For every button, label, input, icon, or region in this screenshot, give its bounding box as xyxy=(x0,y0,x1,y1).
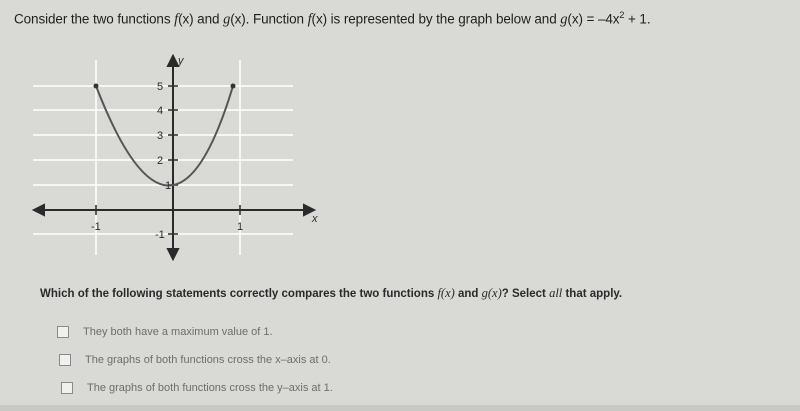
y-tick-label-1: 1 xyxy=(165,180,172,192)
x-tick-label-1: 1 xyxy=(237,221,244,233)
bottom-cutoff-strip xyxy=(0,405,800,411)
question-and: and xyxy=(193,11,224,27)
x-tick-label-m1: -1 xyxy=(91,221,101,233)
prompt-text-3: that apply. xyxy=(562,288,623,300)
y-tick-label-m1: -1 xyxy=(155,229,165,241)
option-2[interactable] xyxy=(59,346,333,374)
option-3-label: The graphs of both functions cross the y–axis at 1. xyxy=(87,382,333,394)
x-axis-left-arrow xyxy=(34,205,44,215)
question-tail: + 1. xyxy=(624,11,651,27)
x-axis-label: x xyxy=(312,213,318,225)
prompt-text-1: Which of the following statements correctly compares the two functions xyxy=(40,288,438,300)
curve-endpoint-right xyxy=(231,84,236,89)
option-1-checkbox[interactable] xyxy=(57,326,69,338)
question-gx-def: (x) = –4x xyxy=(567,11,620,27)
prompt-gx: g(x) xyxy=(481,286,502,300)
answer-options xyxy=(57,318,333,402)
question-g2: g xyxy=(560,11,568,28)
question-rest: is represented by the graph below and xyxy=(327,11,561,27)
question-gx-arg: (x) xyxy=(230,11,246,27)
y-tick-label-5: 5 xyxy=(157,81,164,93)
prompt-fx: f(x) xyxy=(437,286,455,300)
option-3-checkbox[interactable] xyxy=(61,382,73,394)
y-axis-up-arrow xyxy=(168,56,178,66)
question-f2: f xyxy=(307,11,312,28)
question-fx-arg2: (x) xyxy=(311,11,327,27)
option-1-label: They both have a maximum value of 1. xyxy=(83,326,273,338)
select-prompt xyxy=(40,286,780,301)
option-1[interactable] xyxy=(57,318,333,346)
y-axis-down-arrow xyxy=(168,249,178,259)
prompt-all: all xyxy=(549,286,563,300)
option-2-label: The graphs of both functions cross the x–axis at 0. xyxy=(85,354,331,366)
curve-endpoint-left xyxy=(94,84,99,89)
question-text xyxy=(14,10,784,29)
y-axis-label: y xyxy=(178,55,184,67)
question-f: f xyxy=(174,11,179,28)
graph-svg xyxy=(28,50,328,265)
question-fx-arg: (x) xyxy=(178,11,194,27)
question-intro: Consider the two functions xyxy=(14,11,175,27)
question-g: g xyxy=(223,11,231,28)
prompt-text-2: ? Select xyxy=(501,288,550,300)
prompt-and: and xyxy=(454,288,482,300)
y-tick-label-3: 3 xyxy=(157,130,164,142)
question-mid: . Function xyxy=(245,11,308,27)
option-3[interactable] xyxy=(61,374,333,402)
y-tick-label-4: 4 xyxy=(157,105,164,117)
function-graph xyxy=(28,50,328,265)
option-2-checkbox[interactable] xyxy=(59,354,71,366)
question-exponent: 2 xyxy=(619,10,625,20)
y-tick-label-2: 2 xyxy=(157,155,164,167)
